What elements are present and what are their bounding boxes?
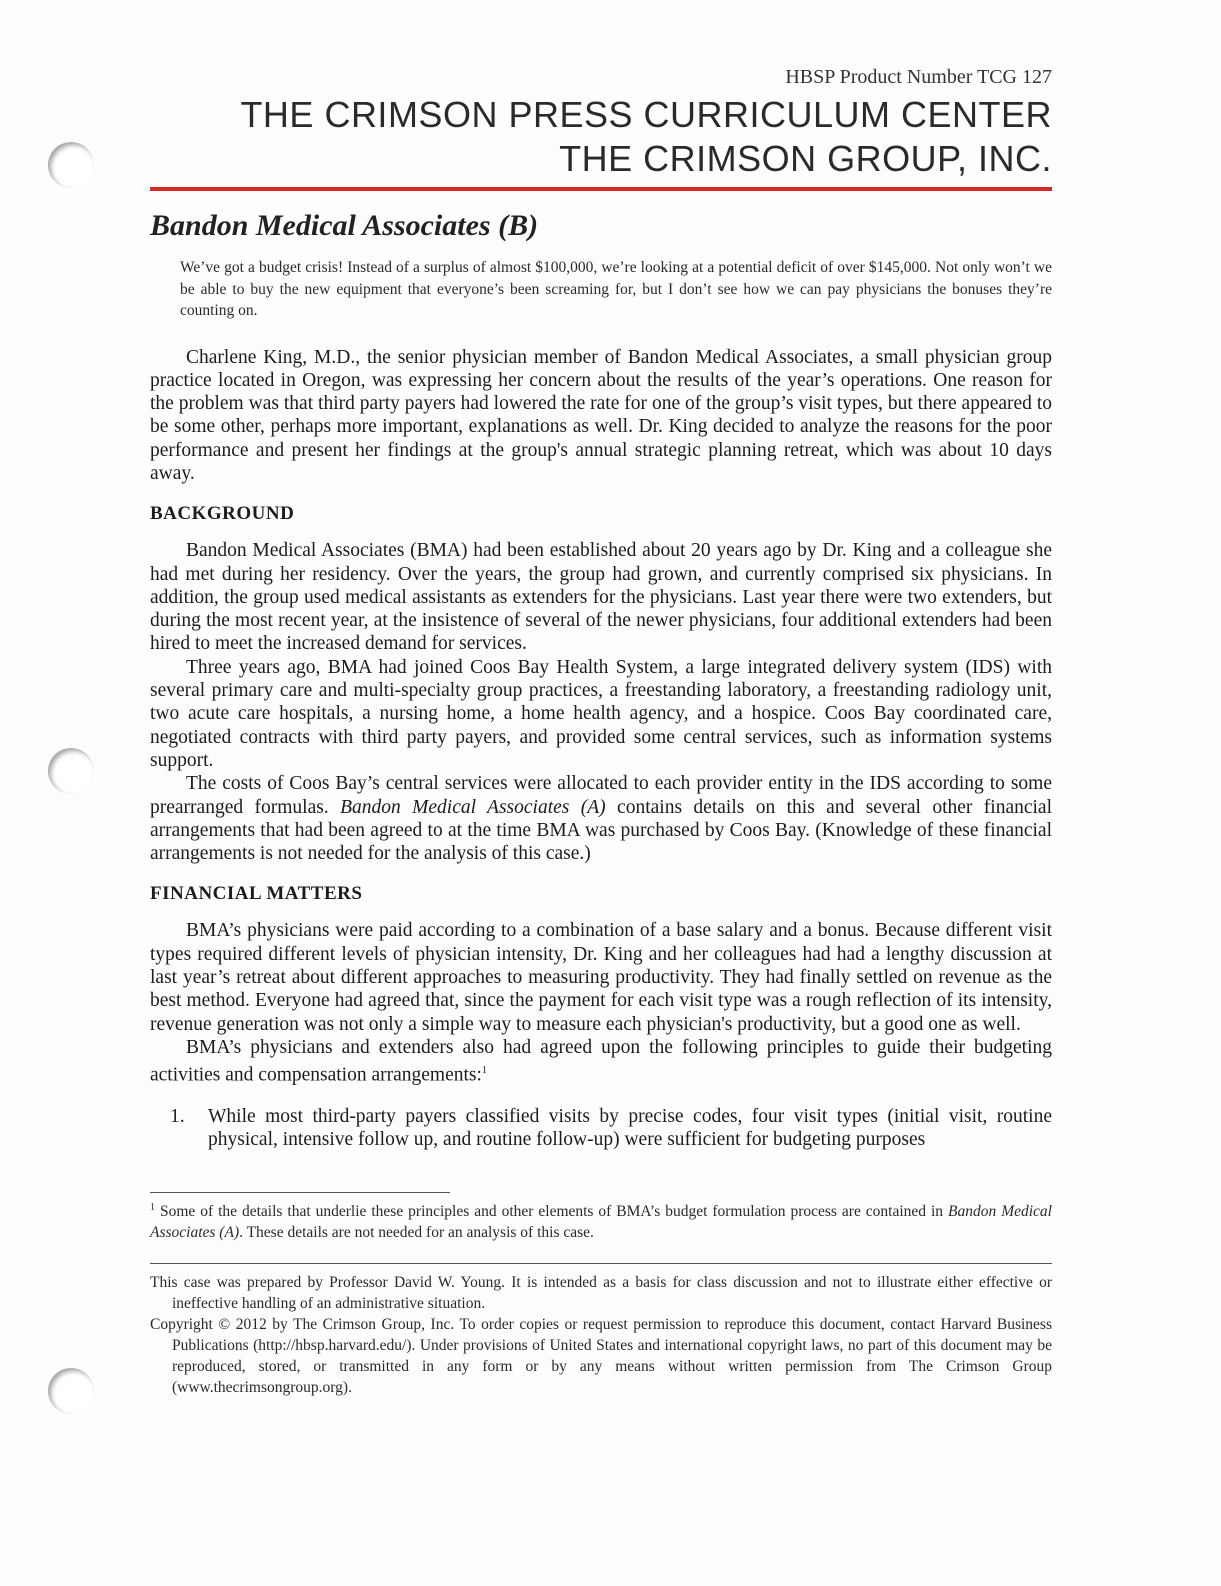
binder-hole-middle [48,748,94,794]
copyright-notice: Copyright © 2012 by The Crimson Group, Inc. To order copies or request permission to reproduce this document, contact Harvard Business Publications (http://hbsp.harvard.edu/). Under provisions of United States and international copyright laws, no part of this document may be reproduced, stored, or transmitted in any form or by any means without written permission from The Crimson Group (www.thecrimsongroup.org). [150,1315,1052,1396]
product-number: HBSP Product Number TCG 127 [785,66,1052,88]
publisher-line-1: THE CRIMSON PRESS CURRICULUM CENTER [240,94,1052,135]
section-heading-background: BACKGROUND [150,503,295,525]
footnote-end: . These details are not needed for an analysis of this case. [239,1223,594,1241]
binder-hole-top [48,142,94,188]
financial-paragraph-2 [150,1036,1052,1087]
section-heading-financial: FINANCIAL MATTERS [150,883,363,905]
background-paragraph-3 [150,772,1052,865]
footnote-start: Some of the details that underlie these principles and other elements of BMA’s budget formulation process are contained in [155,1202,949,1220]
case-title: Bandon Medical Associates (B) [150,209,539,242]
epigraph-quote: We’ve got a budget crisis! Instead of a surplus of almost $100,000, we’re looking at a potential deficit of over $145,000. Not only won’t we be able to buy the new equipment that everyone’s been screaming for, but I don’t see how we can pay physicians the bonuses they’re counting on. [180,259,1052,319]
document-page [150,66,1052,1398]
footnote-mark: 1 [481,1065,487,1077]
case-reference: Bandon Medical Associates (A) [340,796,606,818]
p3-end: contains details on this and several other financial arrangements that had been agreed to at the time BMA was purchased by Coos Bay. (Knowledge of these financial arrangements is not needed for the analysis of this case.) [150,796,1052,865]
prepared-by: This case was prepared by Professor David W. Young. It is intended as a basis for class discussion and not to illustrate either effective or ineffective handling of an administrative situation. [150,1273,1052,1312]
p2-text: BMA’s physicians and extenders also had agreed upon the following principles to guide their budgeting activities and compensation arrangements: [150,1036,1052,1086]
publisher-line-2: THE CRIMSON GROUP, INC. [559,138,1052,179]
intro-paragraph: Charlene King, M.D., the senior physician member of Bandon Medical Associates, a small physician group practice located in Oregon, was expressing her concern about the results of the year’s operations. One reason for the problem was that third party payers had lowered the rate for one of the group’s visit types, but there appeared to be some other, perhaps more important, explanations as well. Dr. King decided to analyze the reasons for the poor performance and present her findings at the group's annual strategic planning retreat, which was about 10 days away. [150,346,1052,484]
footnote [150,1197,1052,1243]
footnote-rule [150,1192,450,1193]
header-rule [150,187,1052,191]
list-item-number: 1. [170,1106,185,1128]
background-paragraph-1: Bandon Medical Associates (BMA) had been established about 20 years ago by Dr. King and a colleague she had met during her residency. Over the years, the group had grown, and currently comprised six physicians. In addition, the group used medical assistants as extenders for the physicians. Last year there were two extenders, but during the most recent year, at the insistence of several of the newer physicians, four additional extenders had been hired to meet the increased demand for services. [150,540,1052,655]
case-info [150,1272,1052,1398]
footnote-number: 1 [150,1201,155,1213]
spacer [150,322,1052,346]
footnote-reference: Bandon Medical Associates (A) [150,1202,1052,1241]
financial-paragraph-1: BMA’s physicians were paid according to a combination of a base salary and a bonus. Because different visit types required different levels of physician intensity, Dr. King and her colleagues had had a lengthy discussion at last year’s retreat about different approaches to measuring productivity. They had finally settled on revenue as the best method. Everyone had agreed that, since the payment for each visit type was a rough reflection of its intensity, revenue generation was not only a simple way to measure each physician's productivity, but a good one as well. [150,920,1052,1035]
binder-hole-bottom [48,1368,94,1414]
background-paragraph-2: Three years ago, BMA had joined Coos Bay Health System, a large integrated delivery system (IDS) with several primary care and multi-specialty group practices, a freestanding laboratory, a freestanding radiology unit, two acute care hospitals, a nursing home, a home health agency, and a hospice. Coos Bay coordinated care, negotiated contracts with third party payers, and provided some central services, such as information systems support. [150,656,1052,771]
list-item-text: While most third-party payers classified visits by precise codes, four visit types (initial visit, routine physical, intensive follow up, and routine follow-up) were sufficient for budgeting purposes [208,1106,1052,1151]
info-rule [150,1263,1052,1264]
list-item [170,1105,1052,1152]
p3-start: The costs of Coos Bay’s central services were allocated to each provider entity in the IDS according to some prearranged formulas. [150,773,1052,818]
